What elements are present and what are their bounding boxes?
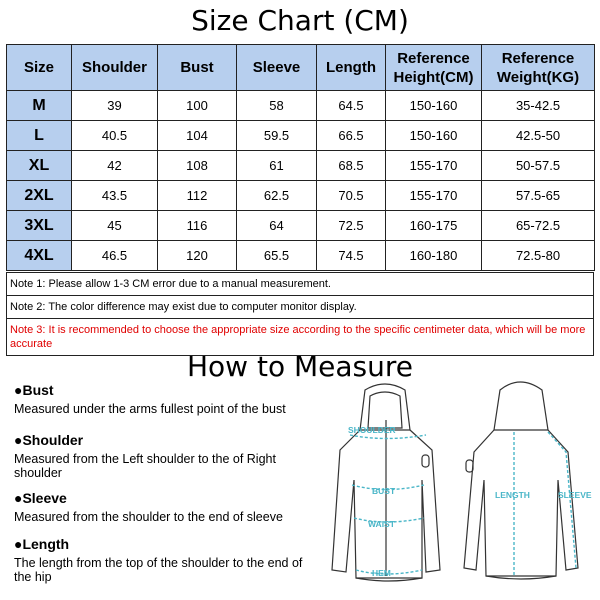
measurement-lines — [350, 432, 576, 576]
table-cell: 43.5 — [72, 181, 158, 211]
table-cell: 120 — [158, 241, 237, 271]
diagram-label-length: LENGTH — [495, 490, 530, 500]
table-cell: 62.5 — [237, 181, 317, 211]
table-cell: 150-160 — [386, 91, 482, 121]
diagram-label-shoulder: SHOULDER — [348, 425, 396, 435]
table-cell: 45 — [72, 211, 158, 241]
table-cell: 160-180 — [386, 241, 482, 271]
size-cell: XL — [7, 151, 72, 181]
size-cell: M — [7, 91, 72, 121]
size-cell: L — [7, 121, 72, 151]
measure-sleeve — [14, 490, 329, 524]
jacket-front-illustration — [332, 384, 440, 581]
table-row — [7, 121, 595, 151]
measure-shoulder-desc: Measured from the Left shoulder to the of Right shoulder — [14, 452, 276, 480]
header-ref-height: Reference Height(CM) — [386, 45, 482, 91]
table-cell: 50-57.5 — [482, 151, 595, 181]
table-cell: 70.5 — [317, 181, 386, 211]
table-cell: 72.5-80 — [482, 241, 595, 271]
table-cell: 68.5 — [317, 151, 386, 181]
table-row — [7, 181, 595, 211]
notes-block — [6, 272, 594, 356]
measure-bust-desc: Measured under the arms fullest point of the bust — [14, 402, 286, 416]
note-3: Note 3: It is recommended to choose the appropriate size according to the specific centimeter data, which will be more accurate — [6, 319, 594, 356]
table-cell: 108 — [158, 151, 237, 181]
note-2: Note 2: The color difference may exist due to computer monitor display. — [6, 296, 594, 319]
size-cell: 4XL — [7, 241, 72, 271]
size-cell: 3XL — [7, 211, 72, 241]
measure-length-desc: The length from the top of the shoulder to the end of the hip — [14, 556, 303, 584]
table-cell: 112 — [158, 181, 237, 211]
jacket-diagram — [330, 380, 600, 595]
header-bust: Bust — [158, 45, 237, 91]
table-header-row — [7, 45, 595, 91]
measure-length — [14, 536, 329, 584]
note-1: Note 1: Please allow 1-3 CM error due to a manual measurement. — [6, 272, 594, 296]
table-cell: 42.5-50 — [482, 121, 595, 151]
table-cell: 65-72.5 — [482, 211, 595, 241]
table-cell: 40.5 — [72, 121, 158, 151]
how-to-measure-title: How to Measure — [187, 350, 413, 383]
jacket-back-illustration — [464, 382, 578, 579]
table-cell: 57.5-65 — [482, 181, 595, 211]
header-shoulder: Shoulder — [72, 45, 158, 91]
size-chart-title: Size Chart (CM) — [191, 4, 409, 37]
table-cell: 155-170 — [386, 181, 482, 211]
table-row — [7, 151, 595, 181]
measure-length-heading: ●Length — [14, 536, 70, 552]
measure-sleeve-heading: ●Sleeve — [14, 490, 67, 506]
table-cell: 100 — [158, 91, 237, 121]
table-cell: 155-170 — [386, 151, 482, 181]
table-cell: 65.5 — [237, 241, 317, 271]
table-cell: 35-42.5 — [482, 91, 595, 121]
table-cell: 61 — [237, 151, 317, 181]
header-length: Length — [317, 45, 386, 91]
diagram-label-sleeve: SLEEVE — [558, 490, 592, 500]
header-ref-weight: Reference Weight(KG) — [482, 45, 595, 91]
table-cell: 42 — [72, 151, 158, 181]
table-cell: 64 — [237, 211, 317, 241]
table-cell: 46.5 — [72, 241, 158, 271]
diagram-label-bust: BUST — [372, 486, 396, 496]
diagram-label-hem: HEM — [372, 568, 391, 578]
measure-shoulder — [14, 432, 329, 480]
diagram-label-waist: WAIST — [368, 519, 395, 529]
table-cell: 64.5 — [317, 91, 386, 121]
table-cell: 160-175 — [386, 211, 482, 241]
table-cell: 72.5 — [317, 211, 386, 241]
measure-sleeve-desc: Measured from the shoulder to the end of sleeve — [14, 510, 283, 524]
measure-bust-heading: ●Bust — [14, 382, 54, 398]
size-cell: 2XL — [7, 181, 72, 211]
table-row — [7, 241, 595, 271]
table-cell: 104 — [158, 121, 237, 151]
header-size: Size — [7, 45, 72, 91]
table-row — [7, 91, 595, 121]
table-cell: 59.5 — [237, 121, 317, 151]
table-cell: 150-160 — [386, 121, 482, 151]
table-cell: 66.5 — [317, 121, 386, 151]
table-cell: 116 — [158, 211, 237, 241]
table-cell: 58 — [237, 91, 317, 121]
table-row — [7, 211, 595, 241]
measure-shoulder-heading: ●Shoulder — [14, 432, 84, 448]
size-chart-table — [6, 44, 595, 271]
table-cell: 39 — [72, 91, 158, 121]
table-cell: 74.5 — [317, 241, 386, 271]
measure-bust — [14, 382, 329, 416]
header-sleeve: Sleeve — [237, 45, 317, 91]
